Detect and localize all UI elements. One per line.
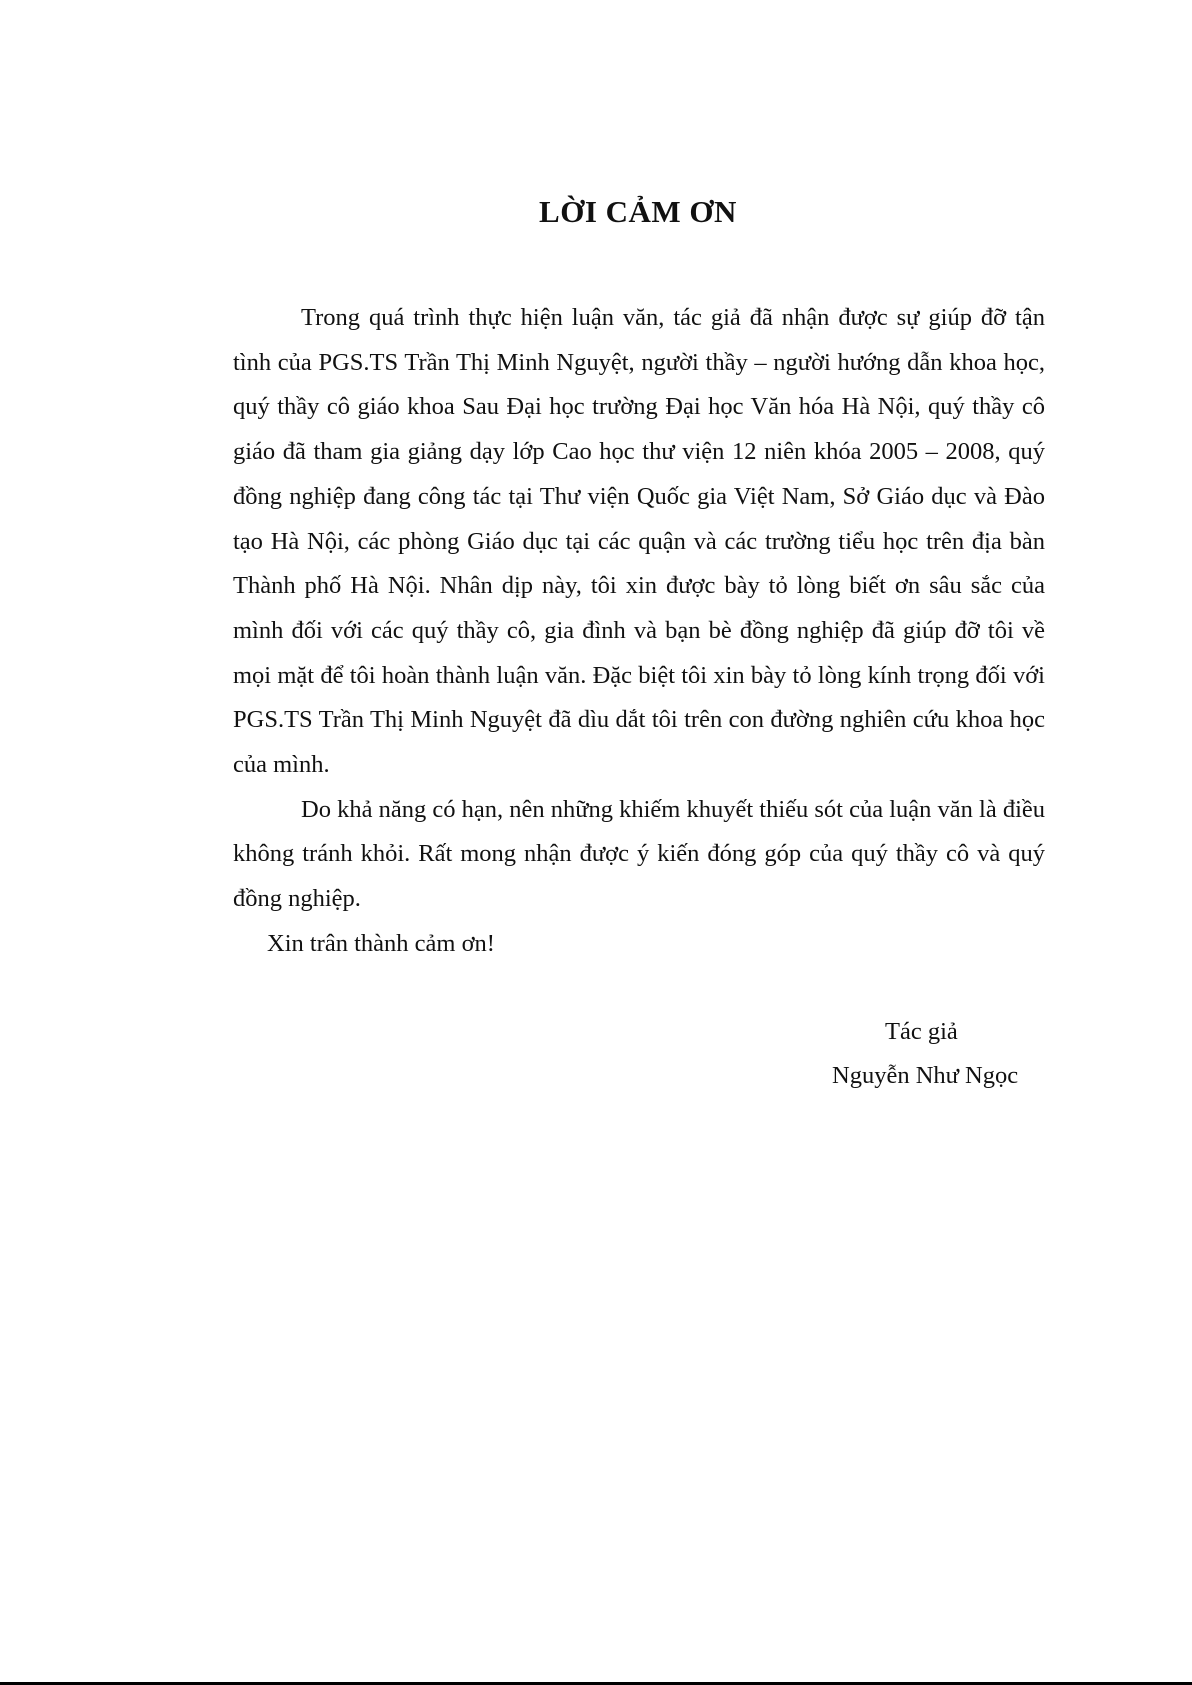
acknowledgement-body [233,296,1045,967]
page-title: LỜI CẢM ƠN [539,194,737,229]
author-name: Nguyễn Như Ngọc [832,1062,1019,1089]
author-role: Tác giả [885,1018,958,1045]
paragraph-2: Do khả năng có hạn, nên những khiếm khuyết thiếu sót của luận văn là điều không tránh khỏi. Rất mong nhận được ý kiến đóng góp của quý thầy cô và quý đồng nghiệp. [233,795,1046,913]
signature-block [780,1010,1080,1098]
closing-line: Xin trân thành cảm ơn! [267,929,495,957]
paragraph-1: Trong quá trình thực hiện luận văn, tác giả đã nhận được sự giúp đỡ tận tình của PGS.TS Trần Thị Minh Nguyệt, người thầy – người hướng dẫn khoa học, quý thầy cô giáo khoa Sau Đại học trường Đại học Văn hóa Hà Nội, quý thầy cô giáo đã tham gia giảng dạy lớp Cao học thư viện 12 niên khóa 2005 – 2008, quý đồng nghiệp đang công tác tại Thư viện Quốc gia Việt Nam, Sở Giáo dục và Đào tạo Hà Nội, các phòng Giáo dục tại các quận và các trường tiểu học trên địa bàn Thành phố Hà Nội. Nhân dịp này, tôi xin được bày tỏ lòng biết ơn sâu sắc của mình đối với các quý thầy cô, gia đình và bạn bè đồng nghiệp đã giúp đỡ tôi về mọi mặt để tôi hoàn thành luận văn. Đặc biệt tôi xin bày tỏ lòng kính trọng đối với PGS.TS Trần Thị Minh Nguyệt đã dìu dắt tôi trên con đường nghiên cứu khoa học của mình. [233,304,1045,779]
